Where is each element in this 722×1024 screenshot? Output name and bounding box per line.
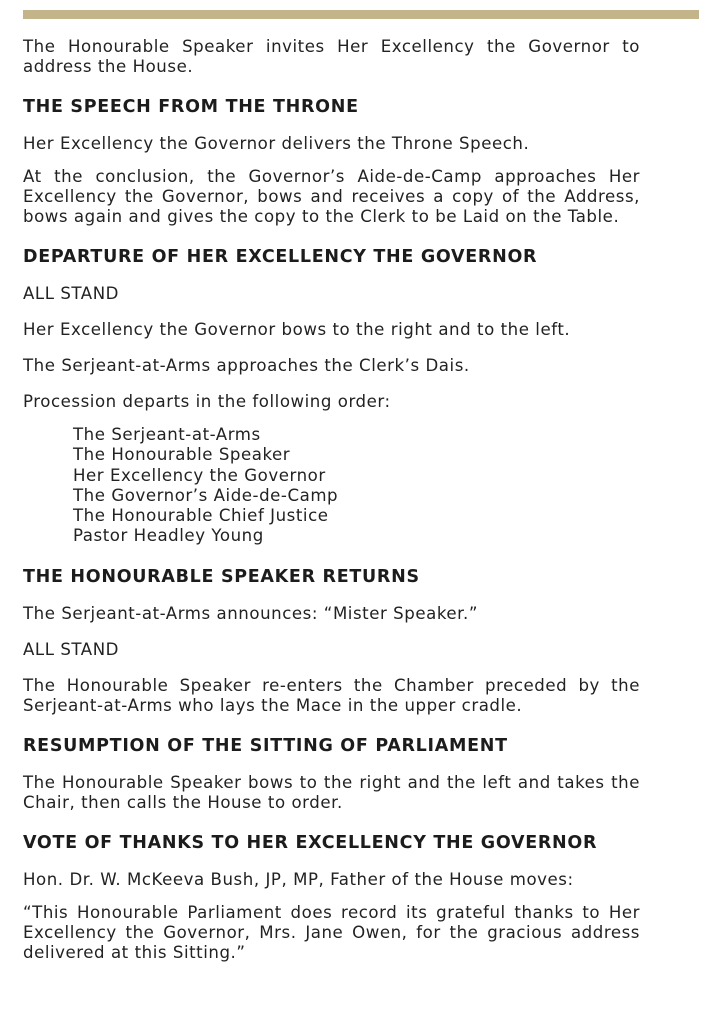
- list-item: Pastor Headley Young: [73, 526, 264, 546]
- paragraph: The Honourable Speaker re-enters the Chamber preceded by the Serjeant-at-Arms who lays the Mace in the upper cradle.: [23, 675, 640, 715]
- paragraph: Procession departs in the following order:: [23, 392, 391, 411]
- order-of-proceedings: [23, 37, 640, 963]
- list-item: The Governor’s Aide-de-Camp: [73, 485, 339, 505]
- paragraph: “This Honourable Parliament does record its grateful thanks to Her Excellency the Governor, Mrs. Jane Owen, for the gracious address delivered at this Sitting.”: [23, 902, 640, 962]
- intro-paragraph: The Honourable Speaker invites Her Excellency the Governor to address the House.: [23, 37, 640, 76]
- list-item: Her Excellency the Governor: [73, 465, 326, 485]
- list-item: The Serjeant-at-Arms: [73, 425, 261, 444]
- paragraph: The Honourable Speaker bows to the right and the left and takes the Chair, then calls the House to order.: [23, 772, 640, 812]
- list-item: The Honourable Speaker: [73, 445, 291, 465]
- heading-speaker-returns: THE HONOURABLE SPEAKER RETURNS: [23, 566, 420, 587]
- paragraph: Hon. Dr. W. McKeeva Bush, JP, MP, Father of the House moves:: [23, 869, 574, 889]
- header-rule: [23, 10, 699, 19]
- procession-list: [73, 425, 640, 547]
- paragraph: The Serjeant-at-Arms announces: “Mister Speaker.”: [23, 603, 478, 623]
- list-item: The Honourable Chief Justice: [73, 506, 329, 526]
- heading-vote-of-thanks: VOTE OF THANKS TO HER EXCELLENCY THE GOVERNOR: [23, 832, 598, 853]
- paragraph: Her Excellency the Governor bows to the right and to the left.: [23, 320, 571, 339]
- paragraph: ALL STAND: [23, 639, 119, 659]
- heading-resumption-of-sitting: RESUMPTION OF THE SITTING OF PARLIAMENT: [23, 735, 508, 756]
- paragraph: Her Excellency the Governor delivers the Throne Speech.: [23, 134, 530, 153]
- paragraph: The Serjeant-at-Arms approaches the Clerk’s Dais.: [23, 356, 470, 375]
- heading-speech-from-throne: THE SPEECH FROM THE THRONE: [23, 97, 359, 117]
- heading-departure-of-governor: DEPARTURE OF HER EXCELLENCY THE GOVERNOR: [23, 247, 538, 267]
- paragraph: At the conclusion, the Governor’s Aide-de-Camp approaches Her Excellency the Governor, bows and receives a copy of the Address, bows again and gives the copy to the Clerk to be Laid on the Table.: [23, 167, 640, 226]
- paragraph: ALL STAND: [23, 284, 119, 303]
